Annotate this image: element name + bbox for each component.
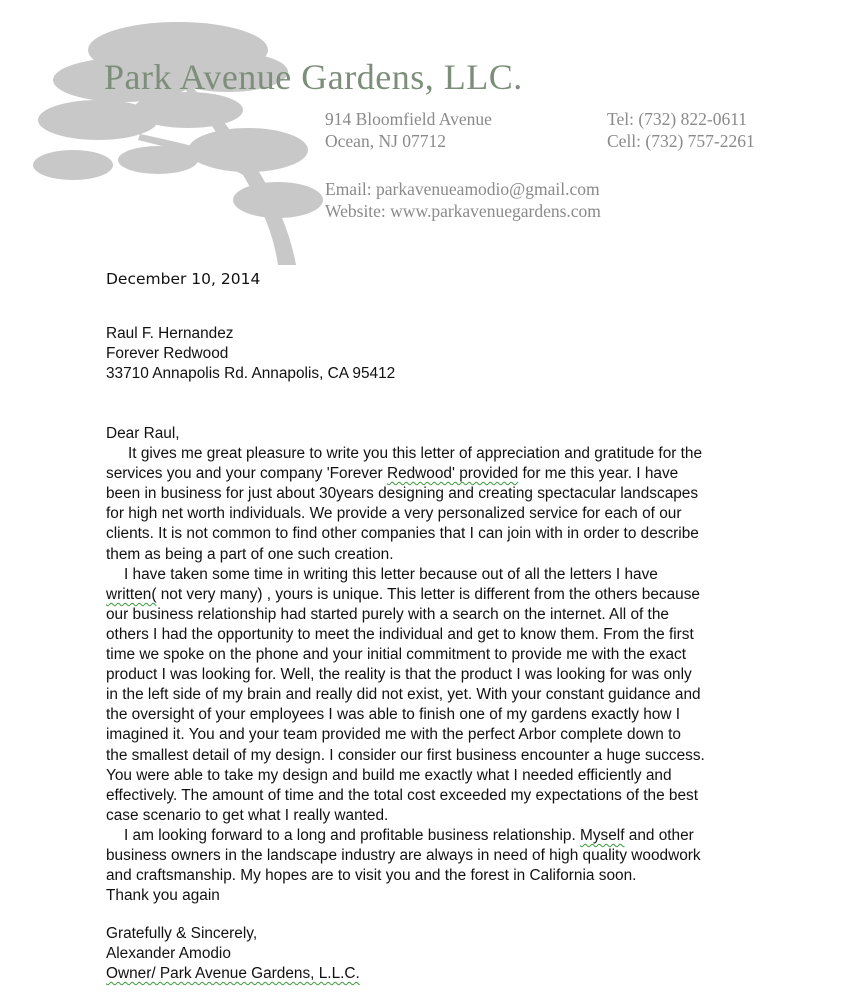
spellcheck-flagged-text: Owner/ Park Avenue Gardens, L.L.C. (106, 965, 360, 983)
body-line: for high net worth individuals. We provide a very personalized service for each of our (106, 505, 682, 523)
thanks-line: Thank you again (106, 887, 220, 905)
signer-name: Alexander Amodio (106, 945, 231, 963)
address-line-2: Ocean, NJ 07712 (325, 131, 447, 151)
text-run: for me this year. I have (518, 465, 679, 483)
body-line: and craftsmanship. My hopes are to visit you and the forest in California soon. (106, 867, 637, 885)
paragraph-1 (106, 444, 786, 565)
body-line: been in business for just about 30years designing and creating spectacular landscapes (106, 485, 699, 503)
text-run: I am looking forward to a long and profitable business relationship. (124, 826, 581, 844)
company-name: Park Avenue Gardens, LLC. (104, 57, 523, 97)
letter-body (106, 424, 786, 906)
paragraph-3 (106, 826, 786, 886)
text-run: not very many) , yours is unique. This letter is different from the others because (156, 585, 700, 603)
text-run: services you and your company 'Forever (106, 465, 387, 483)
website: Website: www.parkavenuegardens.com (325, 201, 601, 221)
letter-date: December 10, 2014 (106, 270, 261, 288)
body-line (106, 585, 786, 605)
signature-block (106, 924, 706, 984)
text-run: and other (624, 826, 694, 844)
body-line: them as being a part of one such creation. (106, 545, 394, 563)
recipient-address: 33710 Annapolis Rd. Annapolis, CA 95412 (106, 365, 396, 383)
company-online (325, 178, 601, 222)
signer-title (106, 964, 706, 984)
spellcheck-flagged-text: Redwood' provided (386, 465, 519, 483)
body-line: clients. It is not common to find other companies that I can join with in order to describe (106, 525, 699, 543)
body-line: time we spoke on the phone and your initial commitment to provide me with the exact (106, 646, 687, 664)
email: Email: parkavenueamodio@gmail.com (325, 179, 600, 199)
body-line: our business relationship had started purely with a search on the internet. All of the (106, 605, 669, 623)
valediction: Gratefully & Sincerely, (106, 925, 258, 942)
spellcheck-flagged-text: Myself (580, 826, 625, 844)
body-line: You were able to take my design and build me exactly what I needed efficiently and (106, 766, 672, 784)
recipient-block (106, 324, 706, 384)
company-address (325, 108, 492, 152)
body-line: the oversight of your employees I was able to finish one of my gardens exactly how I (106, 706, 681, 724)
paragraph-2 (106, 565, 786, 826)
salutation: Dear Raul, (106, 425, 180, 442)
body-line: product I was looking for. Well, the reality is that the product I was looking for was only (106, 666, 692, 684)
body-line: It gives me great pleasure to write you this letter of appreciation and gratitude for the (128, 445, 703, 463)
body-line: the smallest detail of my design. I consider our first business encounter a huge success. (106, 746, 705, 764)
body-line (106, 464, 786, 484)
spellcheck-flagged-text: written( (106, 585, 157, 603)
body-line: case scenario to get what I really wanted. (106, 806, 389, 824)
cell-phone: Cell: (732) 757-2261 (607, 131, 755, 151)
recipient-company: Forever Redwood (106, 345, 229, 363)
body-line: in the left side of my brain and really did not exist, yet. With your constant guidance and (106, 686, 701, 704)
address-line-1: 914 Bloomfield Avenue (325, 109, 492, 129)
body-line: imagined it. You and your team provided me with the perfect Arbor complete down to (106, 726, 681, 744)
body-line (106, 826, 786, 846)
body-line: business owners in the landscape industry are always in need of high quality woodwork (106, 846, 701, 864)
company-phones (607, 108, 755, 152)
telephone: Tel: (732) 822-0611 (607, 109, 748, 129)
recipient-name: Raul F. Hernandez (106, 325, 234, 342)
body-line: I have taken some time in writing this letter because out of all the letters I have (124, 565, 658, 583)
body-line: effectively. The amount of time and the total cost exceeded my expectations of the best (106, 786, 699, 804)
body-line: others I had the opportunity to meet the individual and get to know them. From the first (106, 625, 694, 643)
tree-logo-icon (28, 10, 328, 270)
